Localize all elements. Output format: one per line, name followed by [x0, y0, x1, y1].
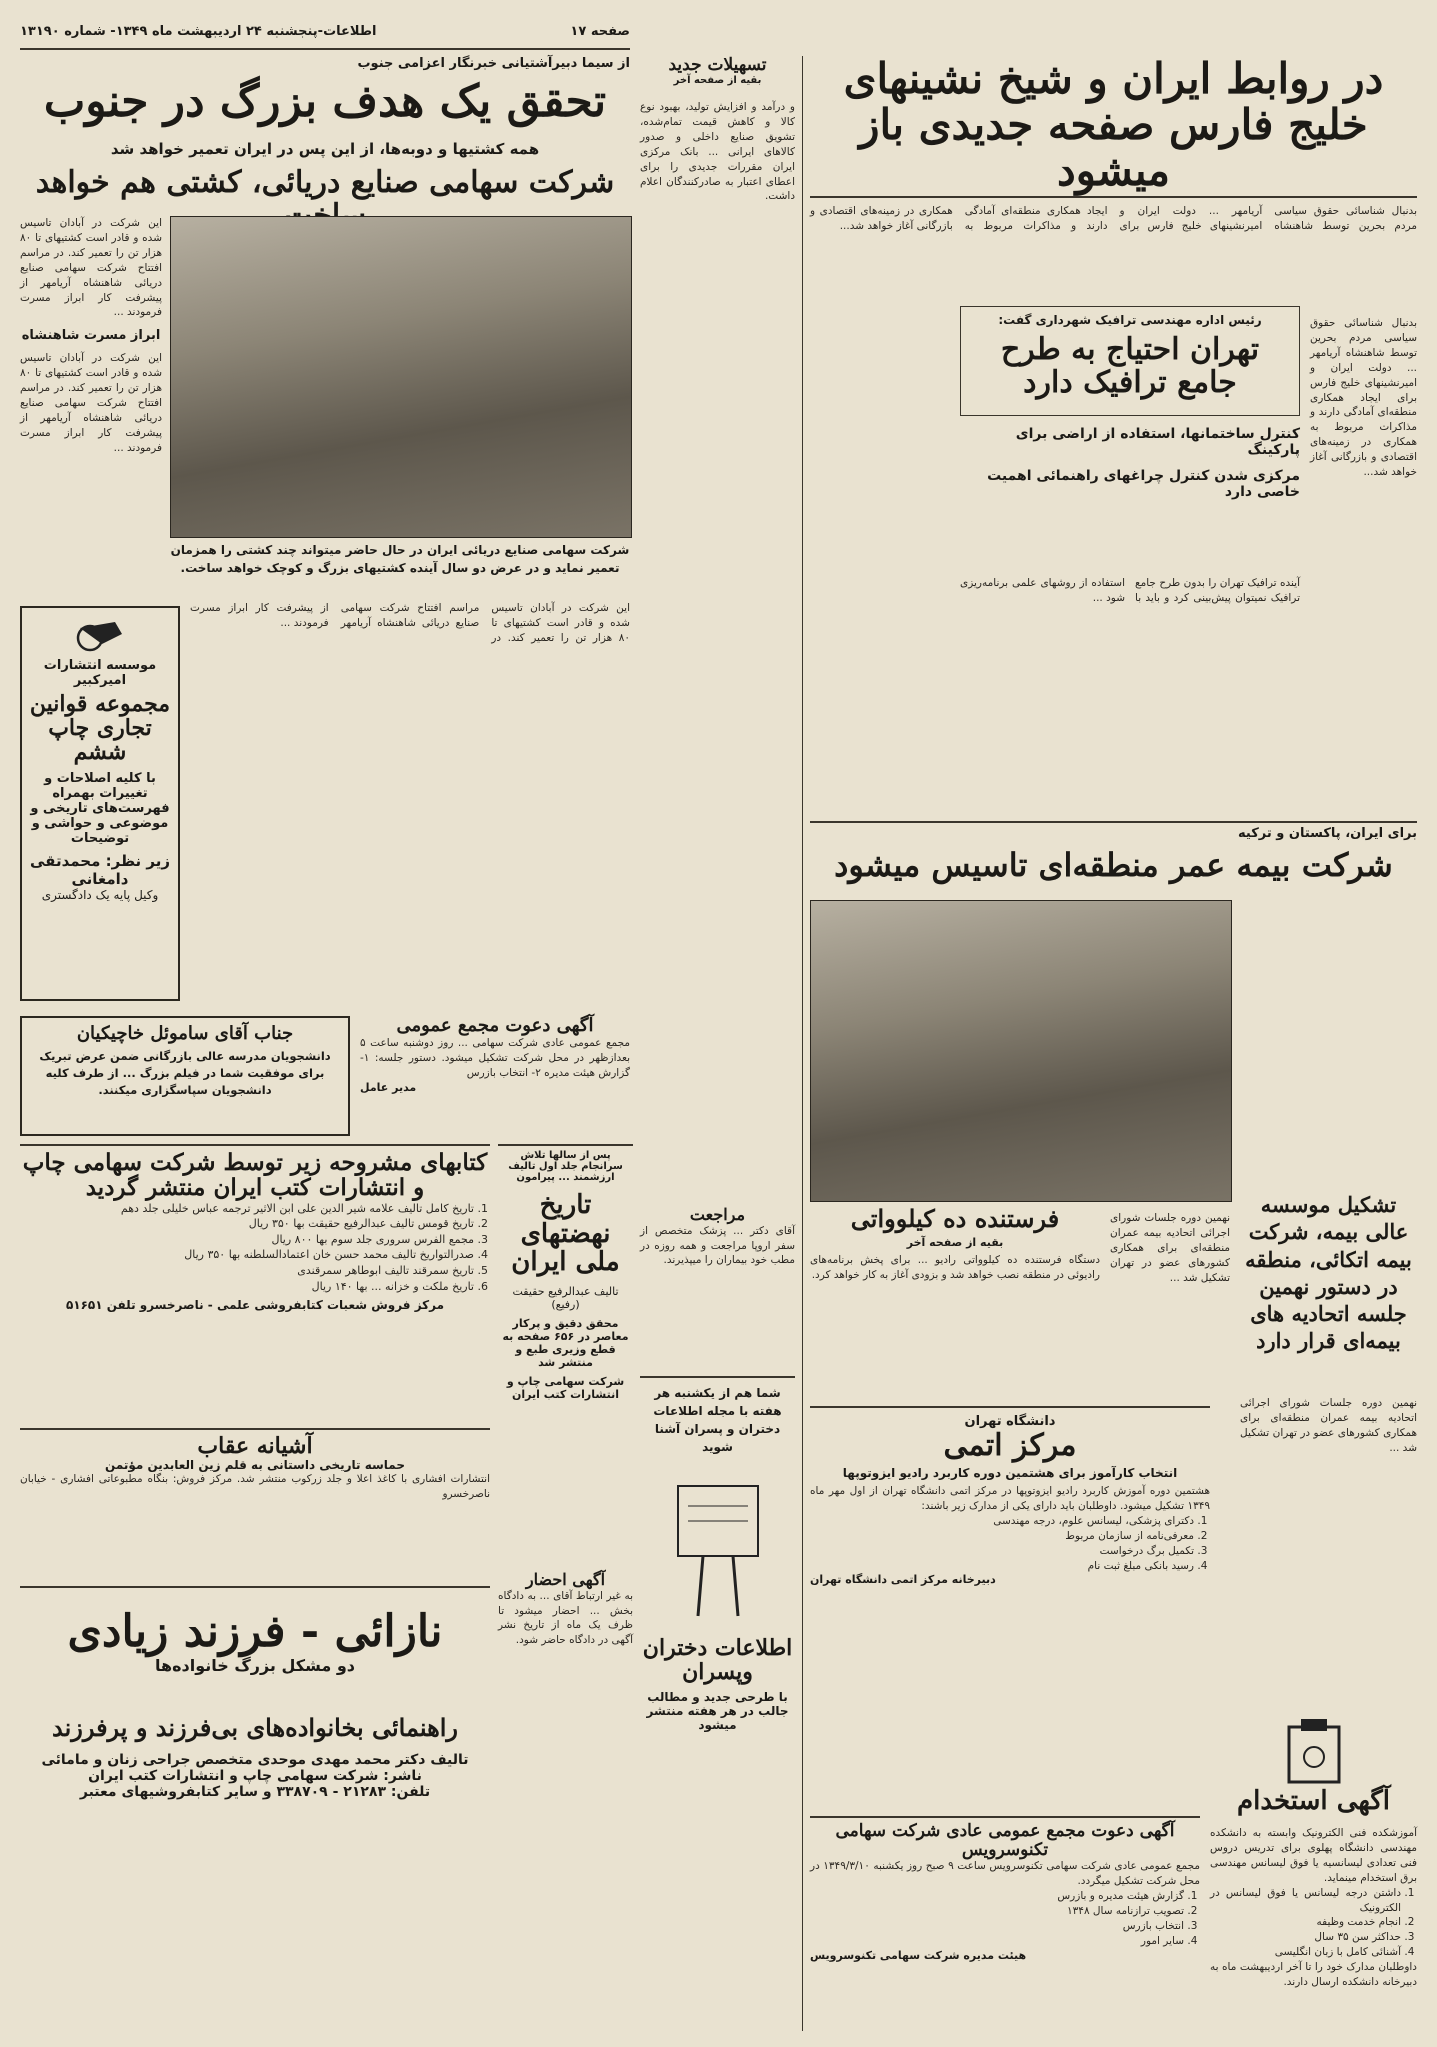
req: 2. انجام خدمت وظیفه	[1210, 1915, 1401, 1930]
req: 1. داشتن درجه لیسانس یا فوق لیسانس در الکترونیک	[1210, 1886, 1401, 1916]
station-title: فرستنده ده کیلوواتی	[850, 1204, 1060, 1233]
books-title: کتابهای مشروحه زیر توسط شرکت سهامی چاپ و انتشارات کتب ایران منتشر گردید	[22, 1149, 488, 1202]
technoserv-body: مجمع عمومی عادی شرکت سهامی تکنوسرویس ساعت ۹ صبح روز یکشنبه ۱۳۴۹/۳/۱۰ در محل شرکت تشکیل میگردد.	[810, 1860, 1200, 1888]
meeting-sign: مدیر عامل	[360, 1080, 417, 1094]
university-sign: دبیرخانه مرکز اتمی دانشگاه تهران	[810, 1573, 996, 1587]
ettelaat-youth-ad	[640, 1376, 795, 2031]
nest-body: انتشارات افشاری با کاغذ اعلا و جلد زرکوب منتشر شد. مرکز فروش: بنگاه مطبوعاتی افشاری - خیابان ناصرخسرو	[20, 1473, 490, 1501]
amirkabir-desc: با کلیه اصلاحات و تغییرات بهمراه فهرست‌های تاریخی و موضوعی و حواشی و توضیحات	[30, 770, 170, 846]
summons-title: آگهی احضار	[525, 1570, 606, 1589]
gulf-continued: بدنبال شناسائی حقوق سیاسی مردم بحرین توسط شاهنشاه آریامهر ... دولت ایران و امیرنشینهای خلیج فارس برای ایجاد همکاری منطقه‌ای آمادگی دارند و مذاکرات مربوط به همکاری در زمینه‌های اقتصادی و بازرگانی آغاز خواهد شد...	[1310, 317, 1417, 479]
newspaper-page	[20, 16, 1417, 2031]
page-header	[20, 16, 630, 46]
shipping-side	[20, 216, 162, 596]
book-item: 4. صدرالتواریخ تالیف محمد حسن خان اعتمادالسلطنه بها ۳۵۰ ریال	[20, 1247, 474, 1263]
insurance-meeting-photo	[810, 900, 1232, 1202]
ettelaat-title: اطلاعات دختران وپسران	[642, 1635, 793, 1686]
station-body: دستگاه فرستنده ده کیلوواتی رادیو ... برای پخش برنامه‌های رادیوئی در منطقه نصب خواهد شد و بزودی آغاز به کار خواهد کرد.	[810, 1254, 1100, 1282]
amirkabir-editor-role: وکیل پایه یک دادگستری	[41, 887, 159, 902]
summons-notice	[498, 1571, 633, 2031]
req: 3. حداکثر سن ۳۵ سال	[1210, 1930, 1401, 1945]
traffic-body: آینده ترافیک تهران را بدون طرح جامع ترافیک نمیتوان پیش‌بینی کرد و باید با استفاده از روشهای علمی برنامه‌ریزی شود ...	[960, 577, 1300, 604]
credit-sub: بقیه از صفحه آخر	[673, 74, 762, 86]
ettelaat-desc: با طرحی جدید و مطالب جالب در هر هفته منتشر میشود	[646, 1690, 789, 1733]
gulf-article-headline	[810, 56, 1417, 196]
books-sales: مرکز فروش شعبات کتابفروشی علمی - ناصرخسرو تلفن ۵۱۶۵۱	[65, 1298, 445, 1313]
shipping-side-body-2: این شرکت در آبادان تاسیس شده و قادر است کشتیهای تا ۸۰ هزار تن را تعمیر کند. در مراسم افتتاح شرکت سهامی صنایع دریائی شاهنشاه آریامهر از پیشرفت کار ابراز مسرت فرمودند ...	[20, 352, 162, 454]
shipping-side-heading: ابراز مسرت شاهنشاه	[21, 328, 161, 344]
gulf-title: در روابط ایران و شیخ نشینهای خلیج فارس صفحه جدیدی باز میشود	[843, 54, 1384, 196]
book-item: 2. تاریخ قومس تالیف عبدالرفیع حقیقت بها ۳۵۰ ریال	[20, 1216, 474, 1232]
history-top: پس از سالها تلاش سرانجام جلد اول تالیف ارزشمند ... پیرامون	[508, 1150, 623, 1183]
amirkabir-ad	[20, 606, 180, 1001]
traffic-title: تهران احتیاج به طرح جامع ترافیک دارد	[1000, 332, 1260, 400]
insurance-kicker: برای ایران، پاکستان و ترکیه	[1238, 826, 1417, 841]
item: 2. تصویب ترازنامه سال ۱۳۴۸	[810, 1904, 1184, 1919]
nest-ad	[20, 1428, 490, 1578]
traffic-headline-box	[960, 306, 1300, 416]
meeting-body: مجمع عمومی عادی شرکت سهامی ... روز دوشنبه ساعت ۵ بعدازظهر در محل شرکت تشکیل میشود. دستور جلسه: ۱- گزارش هیئت مدیره ۲- انتخاب بازرس	[360, 1036, 630, 1079]
shipping-side-body: این شرکت در آبادان تاسیس شده و قادر است کشتیهای تا ۸۰ هزار تن را تعمیر کند. در مراسم افتتاح شرکت سهامی صنایع دریائی شاهنشاه آریامهر از پیشرفت کار ابراز مسرت فرمودند ...	[20, 217, 162, 319]
university-sub: انتخاب کارآموز برای هشتمین دوره کاربرد رادیو ایزوتوپها	[842, 1466, 1178, 1480]
rule	[810, 196, 1417, 198]
credit-head	[640, 56, 795, 96]
technoserv-notice	[810, 1816, 1200, 2031]
station-article	[810, 1206, 1100, 1396]
book-item: 6. تاریخ ملکت و خزانه ... بها ۱۴۰ ریال	[20, 1279, 474, 1295]
amirkabir-title: موسسه انتشارات امیرکبیر	[43, 658, 157, 688]
insurance-side-title: تشکیل موسسه عالی بیمه، شرکت بیمه اتکائی، منطقه در دستور نهمین جلسه اتحادیه های بیمه‌ای قرار دارد	[1245, 1192, 1412, 1354]
shipping-title: تحقق یک هدف بزرگ در جنوب	[43, 76, 607, 127]
item: 1. گزارش هیئت مدیره و بازرس	[810, 1889, 1184, 1904]
books-ad	[20, 1144, 490, 1424]
infertility-book: راهنمائی بخانواده‌های بی‌فرزند و پرفرزند	[51, 1713, 459, 1743]
column-rule	[802, 56, 803, 2031]
traffic-bullet-2: مرکزی شدن کنترل چراغهای راهنمائی اهمیت خاصی دارد	[987, 468, 1300, 500]
employment-header	[1210, 1706, 1417, 1816]
meeting-title: آگهی دعوت مجمع عمومی	[396, 1015, 594, 1036]
credit-title: تسهیلات جدید	[668, 55, 767, 75]
ettelaat-promo: شما هم از یکشنبه هر هفته با مجله اطلاعات دختران و پسران آشنا شوید	[653, 1386, 782, 1454]
station-sub: بقیه از صفحه آخر	[906, 1236, 1004, 1250]
reader-illustration-icon	[658, 1466, 778, 1626]
item: 2. معرفی‌نامه از سازمان مربوط	[810, 1529, 1194, 1544]
item: 3. انتخاب بازرس	[810, 1919, 1184, 1934]
gulf-body: بدنبال شناسائی حقوق سیاسی مردم بحرین توسط شاهنشاه آریامهر ... دولت ایران و امیرنشینهای خلیج فارس برای ایجاد همکاری منطقه‌ای آمادگی دارند و مذاکرات مربوط به همکاری در زمینه‌های اقتصادی و بازرگانی آغاز خواهد شد...	[810, 205, 1417, 232]
insurance-body: نهمین دوره جلسات شورای اجرائی اتحادیه بیمه عمران منطقه‌ای برای همکاری کشورهای عضو در تهران تشکیل شد ...	[1240, 1397, 1417, 1454]
book-item: 1. تاریخ کامل تالیف علامه شیر الدین علی ابن الاثیر ترجمه عباس خلیلی جلد دهم	[20, 1201, 474, 1217]
rule	[810, 821, 1417, 823]
book-item: 5. تاریخ سمرقند تالیف ابوطاهر سمرقندی	[20, 1263, 474, 1279]
employment-note: داوطلبان مدارک خود را تا آخر اردیبهشت ماه به دبیرخانه دانشکده ارسال دارند.	[1210, 1961, 1417, 1989]
meeting-notice	[360, 1016, 630, 1136]
insurance-body-2: نهمین دوره جلسات شورای اجرائی اتحادیه بیمه عمران منطقه‌ای برای همکاری کشورهای عضو در تهران تشکیل شد ...	[1110, 1212, 1230, 1284]
employment-text: آموزشکده فنی الکترونیک وابسته به دانشکده مهندسی دانشگاه پهلوی برای تدریس دروس فنی تعدادی لیسانسیه یا فوق لیسانس مهندسی برق استخدام مینماید.	[1210, 1827, 1417, 1884]
traffic-kicker: رئیس اداره مهندسی ترافیک شهرداری گفت:	[998, 313, 1262, 327]
book-item: 3. مجمع الفرس سروری جلد سوم بها ۸۰۰ ریال	[20, 1232, 474, 1248]
technoserv-sign: هیئت مدیره شرکت سهامی تکنوسرویس	[810, 1948, 1027, 1962]
traffic-bullet-1: کنترل ساختمانها، استفاده از اراضی برای پارکینگ	[1015, 426, 1300, 458]
history-publisher: شرکت سهامی چاپ و انتشارات کتب ایران	[506, 1374, 625, 1401]
infertility-publisher: ناشر: شرکت سهامی چاپ و انتشارات کتب ایران	[88, 1767, 422, 1784]
item: 4. سایر امور	[810, 1934, 1184, 1949]
history-author: تالیف عبدالرفیع حقیقت (رفیع)	[512, 1284, 619, 1311]
university-logo-icon	[1279, 1717, 1349, 1787]
return-notice	[640, 1206, 795, 1366]
history-note: محقق دقیق و پرکار معاصر در ۶۵۶ صفحه به قطع وزیری طبع و منتشر شد	[502, 1316, 629, 1369]
thanks-ad	[20, 1016, 350, 1136]
infertility-phone: تلفن: ۲۱۲۸۳ - ۳۳۸۷۰۹ و سایر کتابفروشیهای معتبر	[79, 1783, 431, 1800]
books-list	[20, 1201, 490, 1295]
infertility-title: نازائی - فرزند زیادی	[67, 1606, 443, 1657]
employment-body	[1210, 1826, 1417, 2026]
university-kicker: دانشگاه تهران	[964, 1414, 1056, 1429]
shipping-deck: همه کشتیها و دوبه‌ها، از این پس در ایران تعمیر خواهد شد	[110, 140, 540, 158]
header-rule	[20, 48, 630, 50]
university-notice	[810, 1406, 1210, 1806]
amirkabir-book: مجموعه قوانین تجاری چاپ ششم	[29, 691, 171, 766]
amirkabir-editor: زیر نظر: محمدتقی دامغانی	[29, 851, 171, 888]
nest-title: آشیانه عقاب	[197, 1433, 313, 1459]
shipping-subtitle: شرکت سهامی صنایع دریائی، کشتی هم خواهد	[35, 165, 615, 200]
insurance-side	[1240, 1191, 1417, 1391]
credit-body: و درآمد و افزایش تولید، بهبود نوع کالا و کاهش قیمت تمام‌شده، تشویق صنایع داخلی و صدور کالاهای ایرانی ... بانک مرکزی ایران مقررات جدیدی را برای اعطای اعتبار به صادرکنندگان اعلام داشت.	[640, 101, 795, 203]
summons-body: به غیر ارتباط آقای ... به دادگاه بخش ... احضار میشود تا ظرف یک ماه از تاریخ نشر آگهی در دادگاه حاضر شود.	[498, 1589, 633, 1647]
page-number: صفحه ۱۷	[570, 23, 630, 39]
technoserv-title: آگهی دعوت مجمع عمومی عادی شرکت سهامی تکنوسرویس	[835, 1821, 1175, 1860]
university-title: مرکز اتمی	[943, 1428, 1077, 1463]
thanks-title: جناب آقای ساموئل خاچیکیان	[76, 1023, 294, 1044]
ship-repair-photo	[170, 216, 632, 538]
thanks-body: دانشجویان مدرسه عالی بازرگانی ضمن عرض تبریک برای موفقیت شما در فیلم بزرگ ... از طرف کلیه دانشجویان سپاسگزاری میکنند.	[39, 1048, 331, 1098]
amirkabir-logo-icon	[70, 614, 130, 654]
req: 4. آشنائی کامل با زبان انگلیسی	[1210, 1945, 1401, 1960]
shipping-caption: شرکت سهامی صنایع دریائی ایران در حال حاضر میتواند چند کشتی را همزمان تعمیر نماید و در عرض دو سال آینده کشتیهای بزرگ و کوچک خواهد ساخت.	[170, 543, 630, 575]
shipping-kicker: از سیما دبیرآشتیانی خبرنگار اعزامی جنوب	[357, 56, 630, 71]
infertility-ad	[20, 1586, 490, 2031]
history-book-ad	[498, 1144, 633, 1564]
infertility-author: تالیف دکتر محمد مهدی موحدی متخصص جراحی زنان و مامائی	[41, 1751, 469, 1768]
infertility-tagline: دو مشکل بزرگ خانواده‌ها	[154, 1656, 355, 1676]
dateline: اطلاعات-پنجشنبه ۲۴ اردیبهشت ماه ۱۳۴۹- شماره ۱۳۱۹۰	[20, 23, 377, 39]
return-body: آقای دکتر ... پزشک متخصص از سفر اروپا مراجعت و همه روزه در مطب خود بیماران را میپذیرند.	[640, 1224, 795, 1267]
return-title: مراجعت	[689, 1205, 746, 1224]
history-title: تاریخ نهضتهای ملی ایران	[511, 1190, 620, 1278]
employment-reqs	[1210, 1886, 1417, 1961]
insurance-title: شرکت بیمه عمر منطقه‌ای تاسیس میشود	[834, 846, 1393, 884]
university-body: هشتمین دوره آموزش کاربرد رادیو ایزوتوپها در مرکز اتمی دانشگاه تهران از اول مهر ماه ۱۳۴۹ تشکیل میشود. داوطلبان باید دارای یکی از مدارک زیر باشند:	[810, 1485, 1210, 1512]
item: 4. رسید بانکی مبلغ ثبت نام	[810, 1559, 1194, 1574]
item: 1. دکترای پزشکی، لیسانس علوم، درجه مهندسی	[810, 1514, 1194, 1529]
technoserv-items	[810, 1889, 1200, 1949]
shipping-body: این شرکت در آبادان تاسیس شده و قادر است کشتیهای تا ۸۰ هزار تن را تعمیر کند. در مراسم افتتاح شرکت سهامی صنایع دریائی شاهنشاه آریامهر از پیشرفت کار ابراز مسرت فرمودند ...	[190, 602, 630, 644]
item: 3. تکمیل برگ درخواست	[810, 1544, 1194, 1559]
nest-sub: حماسه تاریخی داستانی به قلم زین العابدین مؤتمن	[105, 1458, 405, 1473]
traffic-bullets	[960, 426, 1300, 576]
employment-title: آگهی استخدام	[1237, 1786, 1390, 1817]
university-items	[810, 1514, 1210, 1574]
